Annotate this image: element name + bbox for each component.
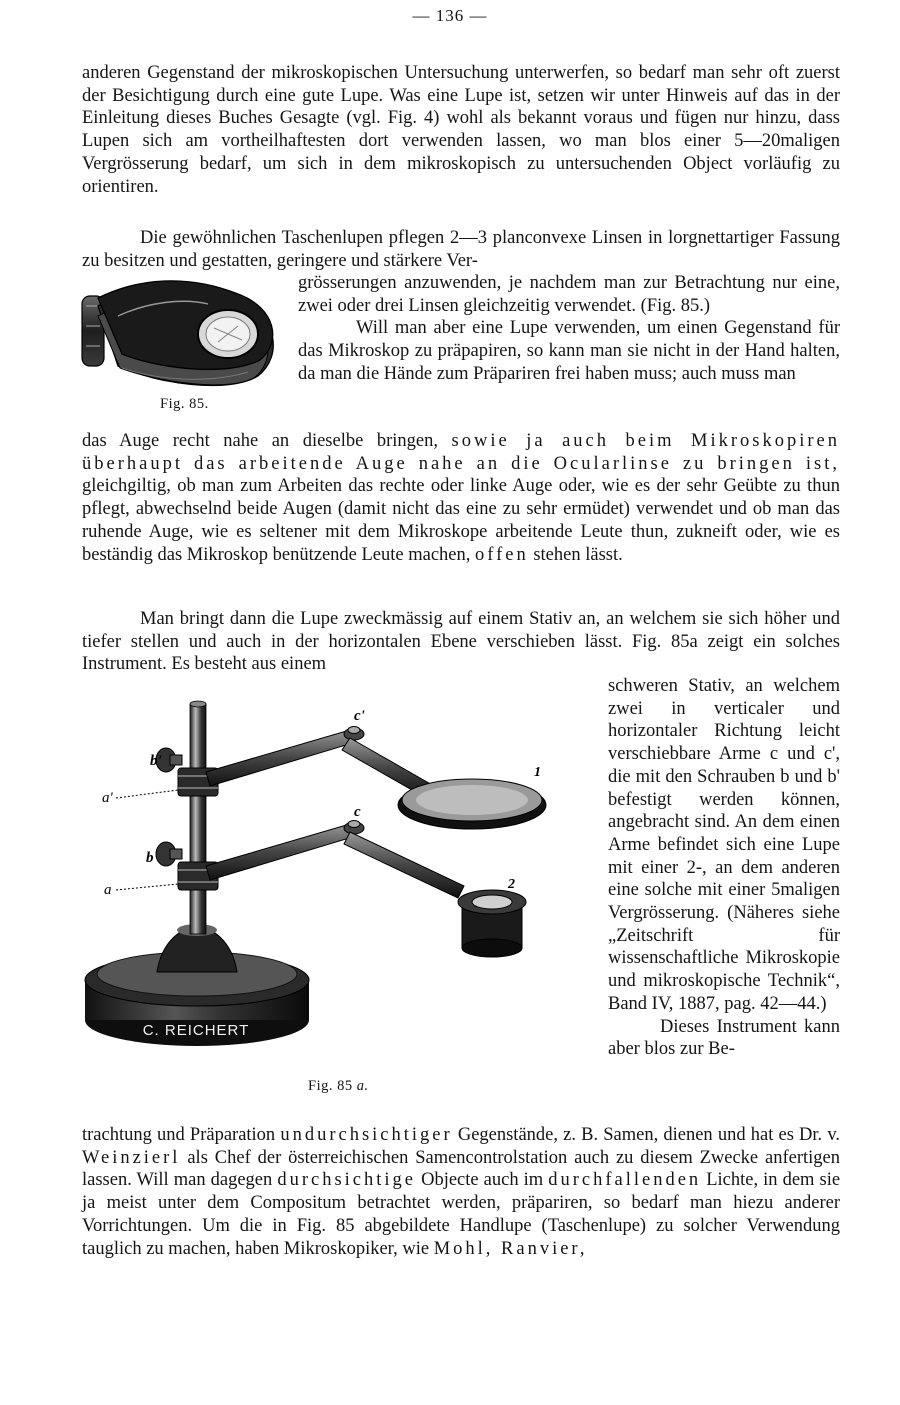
paragraph-5-mid-4: Lichte, in dem sie ja meist unter dem Compositum betrachtet werden, präpariren, so bedarf man hiezu anderer Vorrichtungen. Um die in Fig. 85 abgebildete Handlupe (Taschenlupe) zu solcher Verwendung tauglich zu machen, haben Mikroskopiker, wie bbox=[82, 1170, 841, 1259]
figure-85a bbox=[82, 690, 602, 1100]
label-b: b bbox=[146, 850, 154, 866]
page-number: — 136 — bbox=[412, 6, 488, 25]
paragraph-2-full-lines: Die gewöhnlichen Taschenlupen pflegen 2—3 planconvexe Linsen in lorgnettartiger Fassung zu besitzen und gestatten, geringere und stärkere Ver- bbox=[82, 228, 840, 271]
paragraph-3-rest: gleichgiltig, ob man zum Arbeiten das rechte oder linke Auge oder, wie es der sehr Geübte zu thun pflegt, abwechselnd beide Augen (damit nicht das eine zu sehr ermüdet) verwendet und ob man das ruhende Auge, wie es seltener mit dem Mikroskope arbeitende Leute thun, zukneift oder, wie es beständig das Mikroskop benützende Leute machen, bbox=[82, 476, 840, 565]
label-a-prime: a' bbox=[102, 790, 113, 806]
figure-85 bbox=[78, 276, 290, 416]
paragraph-1 bbox=[82, 62, 840, 198]
label-c-prime: c' bbox=[354, 708, 365, 724]
paragraph-5-text bbox=[82, 1124, 840, 1260]
label-b-prime: b' bbox=[150, 753, 162, 769]
paragraph-5-emphasis-1: undurchsichtiger bbox=[280, 1125, 453, 1145]
pocket-loupe-illustration bbox=[78, 276, 290, 396]
paragraph-3-emphasis-1: sowie ja auch beim Mikroskopiren überhaupt das arbeitende Auge nahe an die Ocularlinse zu bringen ist, bbox=[82, 431, 841, 474]
paragraph-4-wrapped-block bbox=[608, 675, 840, 1061]
paragraph-3-emphasis-2: offen bbox=[475, 544, 529, 565]
paragraph-5-emphasis-4: durchfallenden bbox=[548, 1170, 702, 1191]
paragraph-3-wrapped-text: Will man aber eine Lupe verwenden, um einen Gegenstand für das Mikroskop zu präpapiren, so kann man sie nicht in der Hand halten, da man die Hände zum Präpariren frei haben muss; auch muss man bbox=[298, 318, 840, 384]
label-a: a bbox=[104, 882, 112, 898]
paragraph-5-mid-2: als Chef der österreichischen Samencontrolstation auch zu diesem Zwecke anfertigen lassen. Will man dagegen bbox=[82, 1147, 841, 1191]
figure-85a-caption-text: Fig. 85 bbox=[308, 1078, 353, 1094]
label-c: c bbox=[354, 804, 361, 820]
paragraph-5 bbox=[82, 1124, 840, 1260]
figure-85a-caption bbox=[308, 1078, 369, 1095]
label-1: 1 bbox=[534, 765, 541, 780]
paragraph-4 bbox=[82, 608, 840, 676]
paragraph-5-emphasis-5: Mohl, Ranvier, bbox=[433, 1238, 588, 1259]
paragraph-3-end: stehen lässt. bbox=[533, 544, 623, 565]
label-2: 2 bbox=[508, 877, 515, 892]
paragraph-4-full-text: Man bringt dann die Lupe zweckmässig auf einem Stativ an, an welchem sie sich höher und tiefer stellen und auch in der horizontalen Ebene verschieben lässt. Fig. 85a zeigt ein solches Instrument. Es besteht aus einem bbox=[82, 609, 840, 675]
paragraph-5-mid-1: Gegenstände, z. B. Samen, dienen und hat es Dr. v. bbox=[457, 1125, 840, 1145]
paragraph-4-wrapped-text: schweren Stativ, an welchem zwei in verticaler und horizontaler Richtung leicht verschiebbare Arme c und c', die mit den Schrauben b und b' befestigt werden können, angebracht sind. An dem einen Arme befindet sich eine Lupe mit einer 2-, an dem anderen eine solche mit einer 5maligen Vergrösserung. (Näheres siehe „Zeitschrift für wissenschaftliche Mikroskopie und mikroskopische Technik“, Band IV, 1887, pag. 42—44.) bbox=[608, 676, 840, 1014]
loupe-stand-illustration bbox=[82, 690, 602, 1070]
paragraph-2-wrapped-text: grösserungen anzuwenden, je nachdem man zur Betrachtung nur eine, zwei oder drei Linsen gleichzeitig verwendet. (Fig. 85.) bbox=[298, 273, 840, 316]
paragraph-5-mid-3: Objecte auch im bbox=[421, 1170, 544, 1191]
paragraph-2 bbox=[82, 227, 840, 272]
paragraph-1-text: anderen Gegenstand der mikroskopischen Untersuchung unterwerfen, so bedarf man sehr oft zuerst der Besichtigung durch eine gute Lupe. Was eine Lupe ist, setzen wir unter Hinweis auf das in der Einleitung dieses Buches Gesagte (vgl. Fig. 4) wohl als bekannt voraus und fügen nur hinzu, dass Lupen sich am vortheilhaftesten dort verwenden lassen, wo man blos einer 5—20maligen Vergrösserung bedarf, um sich in dem mikroskopisch zu untersuchenden Object vorläufig zu orientiren. bbox=[82, 63, 840, 197]
paragraph-5-start: trachtung und Präparation bbox=[82, 1125, 276, 1145]
paragraph-3 bbox=[82, 430, 840, 566]
paragraph-5-emphasis-3: durchsichtige bbox=[277, 1170, 417, 1191]
paragraph-5-wrapped-text: Dieses Instrument kann aber blos zur Be- bbox=[608, 1016, 840, 1060]
paragraph-2-wrapped-block bbox=[298, 272, 840, 386]
maker-label: C. REICHERT bbox=[142, 1022, 250, 1039]
paragraph-3-text bbox=[82, 430, 840, 566]
figure-85-caption: Fig. 85. bbox=[160, 396, 209, 412]
paragraph-5-emphasis-2: Weinzierl bbox=[82, 1147, 181, 1168]
paragraph-3-after: das Auge recht nahe an dieselbe bringen, bbox=[82, 431, 438, 451]
figure-85a-caption-letter: a. bbox=[356, 1078, 369, 1094]
